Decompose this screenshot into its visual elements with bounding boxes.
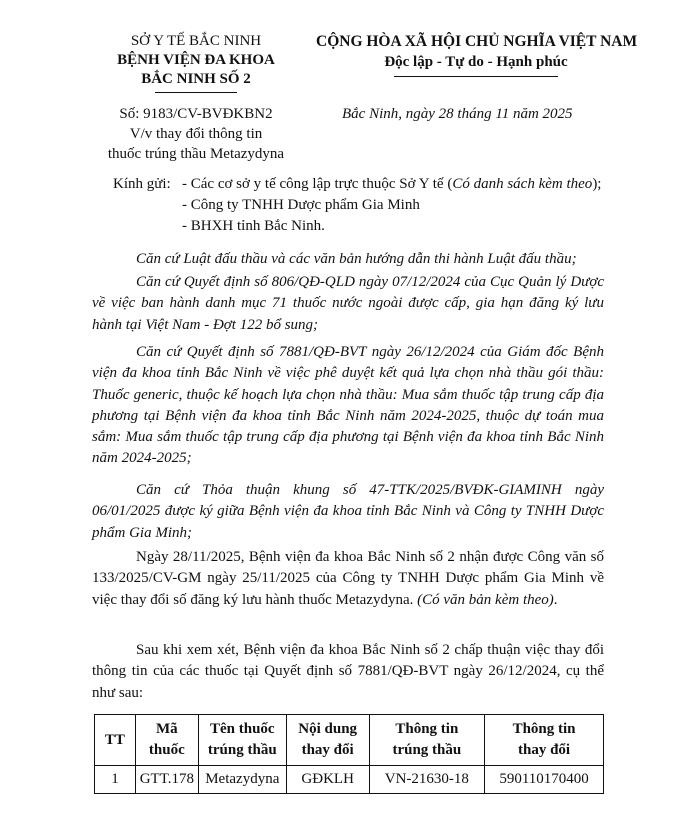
header-label-line1: Mã — [156, 721, 178, 737]
recipient-item: - BHXH tỉnh Bắc Ninh. — [182, 218, 325, 234]
motto-underline — [394, 76, 558, 77]
header-label-line2: thay đổi — [518, 742, 571, 758]
recipient-text: - Các cơ sở y tế công lập trực thuộc Sở Y tế ( — [182, 176, 453, 192]
recipients-label: Kính gửi: — [113, 176, 171, 192]
recipient-note: Có danh sách kèm theo — [452, 176, 593, 192]
table-row — [95, 766, 604, 794]
national-motto: Độc lập - Tự do - Hạnh phúc — [384, 54, 568, 70]
header-label-line1: Tên thuốc — [209, 721, 275, 737]
header-label-line1: Nội dung — [298, 721, 358, 737]
header-drug-name — [198, 715, 286, 766]
hospital-name-line2: BẮC NINH SỐ 2 — [141, 71, 251, 87]
approval-paragraph: Sau khi xem xét, Bệnh viện đa khoa Bắc Ninh số 2 chấp thuận việc thay đổi thông tin của các thuốc tại Quyết định số 7881/QĐ-BVT ngày 26/12/2024, cụ thể như sau: — [92, 642, 604, 701]
legal-basis-4: Căn cứ Thỏa thuận khung số 47-TTK/2025/BVĐK-GIAMINH ngày 06/01/2025 được ký giữa Bệnh viện đa khoa tỉnh Bắc Ninh và Công ty TNHH Dược phẩm Gia Minh; — [92, 482, 604, 541]
header-left-underline — [155, 92, 237, 93]
table-header-row — [95, 715, 604, 766]
document-number: Số: 9183/CV-BVĐKBN2 — [119, 106, 273, 122]
header-stt-label: TT — [104, 731, 125, 748]
subject-line1: V/v thay đổi thông tin — [129, 126, 263, 142]
header-change-content — [286, 715, 369, 766]
notice-end: . — [553, 591, 558, 608]
legal-basis-3: Căn cứ Quyết định số 7881/QĐ-BVT ngày 26/12/2024 của Giám đốc Bệnh viện đa khoa tỉnh Bắc Ninh về việc phê duyệt kết quả lựa chọn nhà thầu gói thầu: Thuốc generic, thuộc kế hoạch lựa chọn nhà thầu: Mua sắm thuốc tập trung cấp địa phương tại Bệnh viện đa khoa tỉnh Bắc Ninh năm 2024-2025, thuộc dự toán mua sắm: Mua sắm thuốc tập trung cấp địa phương tại Bệnh viện đa khoa tỉnh Bắc Ninh năm 2024-2025; — [92, 344, 604, 467]
cell-changed-info: 590110170400 — [485, 766, 604, 794]
ministry-name: SỞ Y TẾ BẮC NINH — [130, 33, 262, 49]
header-winning-info — [369, 715, 485, 766]
legal-basis-1: Căn cứ Luật đấu thầu và các văn bản hướng dẫn thi hành Luật đấu thầu; — [136, 251, 577, 267]
header-label-line2: thuốc — [148, 742, 185, 758]
place-date: Bắc Ninh, ngày 28 tháng 11 năm 2025 — [342, 106, 573, 122]
cell-drug-name: Metazydyna — [198, 766, 286, 794]
legal-basis-2: Căn cứ Quyết định số 806/QĐ-QLD ngày 07/12/2024 của Cục Quản lý Dược về việc ban hành danh mục 71 thuốc nước ngoài được cấp, gia hạn đăng ký lưu hành tại Việt Nam - Đợt 122 bổ sung; — [92, 274, 604, 333]
cell-drug-code: GTT.178 — [135, 766, 198, 794]
notice-paragraph — [92, 547, 604, 611]
notice-main-text: Ngày 28/11/2025, Bệnh viện đa khoa Bắc Ninh số 2 nhận được Công văn số 133/2025/CV-GM ngày 25/11/2025 của Công ty TNHH Dược phẩm Gia Minh về việc thay đổi số đăng ký lưu hành thuốc Metazydyna. — [92, 549, 604, 608]
header-changed-info — [485, 715, 604, 766]
cell-winning-info: VN-21630-18 — [369, 766, 485, 794]
recipient-item: - Công ty TNHH Dược phẩm Gia Minh — [182, 197, 420, 213]
header-drug-code — [135, 715, 198, 766]
recipient-tail: ); — [592, 176, 602, 192]
header-label-line1: Thông tin — [512, 721, 576, 737]
notice-attachment-note: (Có văn bản kèm theo) — [417, 591, 554, 608]
cell-change-content: GĐKLH — [286, 766, 369, 794]
header-label-line2: trúng thầu — [207, 742, 277, 758]
drug-change-table — [94, 714, 604, 794]
cell-stt: 1 — [95, 766, 136, 794]
header-label-line1: Thông tin — [395, 721, 459, 737]
recipient-item — [182, 176, 601, 193]
header-label-line2: trúng thầu — [392, 742, 462, 758]
header-stt — [95, 715, 136, 766]
subject-line2: thuốc trúng thầu Metazydyna — [107, 146, 285, 162]
country-name: CỘNG HÒA XÃ HỘI CHỦ NGHĨA VIỆT NAM — [316, 33, 638, 50]
header-label-line2: thay đổi — [301, 742, 354, 758]
hospital-name-line1: BỆNH VIỆN ĐA KHOA — [117, 52, 275, 68]
